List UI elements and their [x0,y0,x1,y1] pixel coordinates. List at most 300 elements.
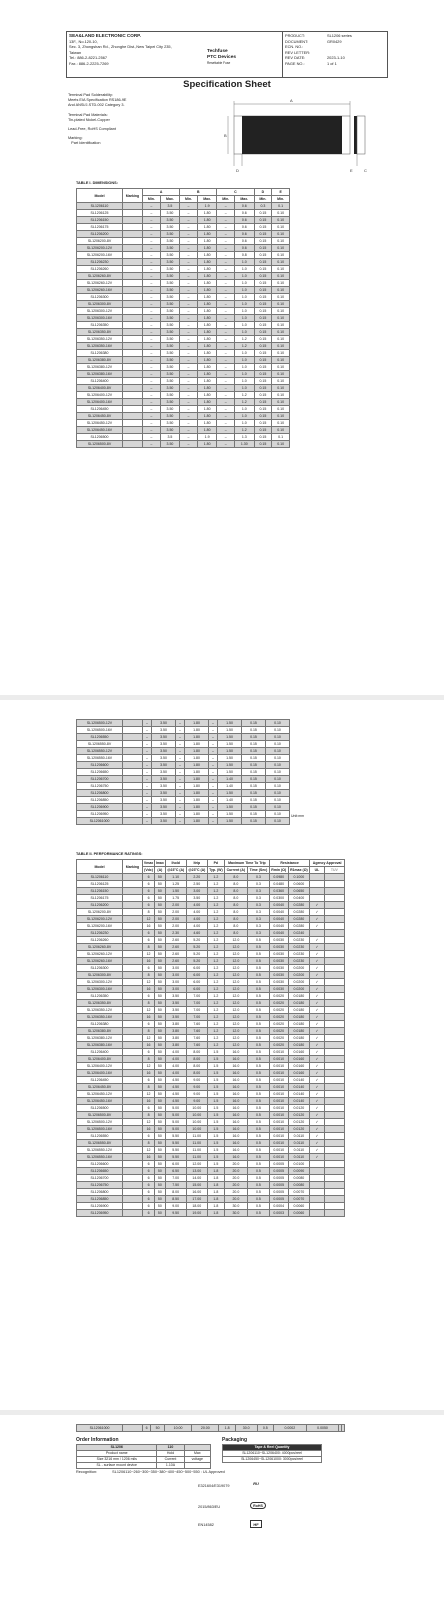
dimensions-caption: TABLE I. DIMENSIONS: [76,181,118,185]
table-row [77,231,290,238]
table-row [77,1063,345,1070]
info-value: SL1206 series [327,33,352,38]
table-cell: 0.0200 [288,979,310,986]
table-cell: 3.50 [160,357,179,364]
table-cell: 50 [155,1000,166,1007]
table-cell: – [217,392,235,399]
model-cell: SL1206200-12V [77,245,123,252]
table-cell: 0.0040 [269,916,288,923]
table-cell: 0.10 [272,392,290,399]
table-cell: – [209,776,218,783]
table-cell: 0.0180 [288,1007,310,1014]
table-cell: – [180,427,198,434]
table-cell: 0.10 [272,357,290,364]
table-cell: 6 [143,1203,155,1210]
table-cell: 12.0 [224,965,247,972]
table-cell: 0.15 [254,287,272,294]
table-cell: 9.00 [186,1098,207,1105]
table-cell: 1.2 [207,986,224,993]
table-cell [123,217,143,224]
table-cell [324,1112,344,1119]
table-cell: 0.5 [247,1049,269,1056]
table-cell [324,1210,344,1217]
table-cell: 0.10 [272,287,290,294]
table-cell: 7.00 [186,1007,207,1014]
table-cell [123,231,143,238]
table-cell: 5.20 [186,958,207,965]
order-cell [184,1463,210,1469]
table-cell: 12.0 [224,972,247,979]
table-cell: 6.00 [186,986,207,993]
table-cell: 11.00 [186,1147,207,1154]
table-cell: 0.15 [254,413,272,420]
table-cell: 50 [155,874,166,881]
note-line: Terminal Pad Solderability: [68,93,113,97]
table-cell: 6.00 [186,979,207,986]
table-cell: 1.0 [235,322,254,329]
table-cell: 0.10 [272,336,290,343]
table-cell: 1.50 [218,755,242,762]
table-cell [123,804,143,811]
model-cell: SL1206260-8V [77,273,123,280]
table-cell: 0.10 [272,252,290,259]
table-cell [123,413,143,420]
table-cell: 50 [155,1175,166,1182]
table-cell: 0.0400 [288,895,310,902]
table-cell: 0.5 [247,1210,269,1217]
table-cell: 12 [143,1035,155,1042]
table-cell [123,1098,143,1105]
unit-pd: Typ. (W) [209,868,223,872]
table-cell: – [180,385,198,392]
table-cell: 9.00 [165,1203,186,1210]
table-cell: – [217,350,235,357]
table-row [77,1196,345,1203]
table-cell: 0.15 [242,811,266,818]
table-cell: 7.00 [165,1175,186,1182]
table-cell: 0.5 [247,979,269,986]
table-cell: 12.0 [224,1035,247,1042]
table-cell [324,1056,344,1063]
table-cell: 16.0 [224,1119,247,1126]
info-value: 1 of 1 [327,60,337,66]
table-cell: – [217,364,235,371]
table-cell: 3.50 [152,776,176,783]
table-cell: 6 [143,902,155,909]
table-cell: 0.3 [254,203,272,210]
table-cell: – [209,741,218,748]
table-cell: 1.80 [197,336,216,343]
table-cell: – [180,399,198,406]
table-row [77,1182,345,1189]
model-cell: SL1206450-8V [77,413,123,420]
table-cell [324,1063,344,1070]
col-min: Min. [254,196,272,203]
table-cell: 6.50 [165,1168,186,1175]
table-cell: 50 [155,1042,166,1049]
table-cell: 0.0010 [269,1126,288,1133]
table-cell: 8.00 [186,1070,207,1077]
table-cell: 16.0 [224,1084,247,1091]
table-cell: 0.15 [242,797,266,804]
table-cell: – [217,238,235,245]
table-cell: 10.00 [186,1112,207,1119]
table-cell [324,1070,344,1077]
model-cell: SL1206550-8V [77,1140,123,1147]
model-cell: SL1206380-16V [77,1042,123,1049]
table-row [77,1175,345,1182]
table-cell: 1.5 [207,1105,224,1112]
table-cell [123,916,143,923]
table-cell: 0.10 [265,755,289,762]
table-cell: 50 [155,902,166,909]
table-row [77,336,290,343]
table-cell: 50 [155,1168,166,1175]
table-cell: 1.2 [207,979,224,986]
table-cell: 4.00 [165,1049,186,1056]
table-cell: – [209,818,218,825]
model-cell: SL1206550-16V [77,755,123,762]
table-cell: ✓ [310,1140,324,1147]
table-cell: – [143,818,152,825]
table-cell [324,1105,344,1112]
halogen-free-standard: EN14582 [198,1523,214,1527]
order-title: Order Information [76,1437,119,1443]
table-cell: ✓ [310,1084,324,1091]
table-cell: 16.0 [224,1091,247,1098]
model-cell: SL1206150 [77,217,123,224]
table-cell: 0.0060 [288,1210,310,1217]
table-cell: 0.0005 [269,1175,288,1182]
table-cell: 2.50 [186,881,207,888]
table-cell: 0.0200 [288,972,310,979]
table-cell: – [176,818,185,825]
table-cell [123,392,143,399]
table-row [77,441,290,448]
table-cell: 6 [143,888,155,895]
table-row [77,972,345,979]
table-cell: 0.0005 [269,1189,288,1196]
table-cell [324,1098,344,1105]
table-cell: 0.5 [247,1021,269,1028]
table-cell: 1.2 [207,1021,224,1028]
table-cell: 13.00 [186,1168,207,1175]
table-cell: 12.0 [224,944,247,951]
recognition-line [76,1470,225,1474]
table-cell: – [176,748,185,755]
table-cell: 0.10 [265,811,289,818]
table-cell: 50 [155,1126,166,1133]
table-cell: 0.0230 [288,958,310,965]
table-cell: 0.15 [254,441,272,448]
table-cell: 50 [155,965,166,972]
table-cell: 5.50 [165,1140,186,1147]
table-cell: – [180,294,198,301]
table-cell: 0.3 [247,874,269,881]
table-cell [324,930,344,937]
notes-block [68,93,218,151]
table-cell: 3.50 [160,427,179,434]
table-cell: 0.15 [254,357,272,364]
table-cell: 1.0 [235,357,254,364]
table-row [77,385,290,392]
table-cell: 0.5 [247,1182,269,1189]
table-cell: 1.80 [197,224,216,231]
unit-note: Unit:mm [291,814,305,818]
model-cell: SL1206260-16V [77,958,123,965]
table-cell: 16.0 [224,1056,247,1063]
table-cell: 0.15 [254,434,272,441]
table-cell: – [143,776,152,783]
packaging-table [222,1444,322,1463]
table-cell [123,1175,143,1182]
table-cell: – [180,322,198,329]
table-row [77,350,290,357]
table-cell: ✓ [310,1014,324,1021]
table-cell: 12 [143,1119,155,1126]
table-cell [123,238,143,245]
table-cell [123,965,143,972]
table-cell [310,1196,324,1203]
table-cell: 0.15 [254,350,272,357]
table-cell: 1.8 [219,1425,235,1432]
table-cell [123,1007,143,1014]
table-cell: 0.3 [247,888,269,895]
model-cell: SL1206150 [77,888,123,895]
table-cell: 10.00 [186,1126,207,1133]
table-cell: – [217,378,235,385]
table-cell: 1.2 [207,881,224,888]
table-cell: 0.10 [265,748,289,755]
table-cell: 1.80 [185,755,209,762]
model-cell: SL1206260-12V [77,280,123,287]
table-cell: 10.00 [186,1119,207,1126]
table-cell: 0.3 [247,930,269,937]
table-cell: 16.00 [186,1189,207,1196]
performance-table-continued [76,1424,345,1432]
table-cell: – [143,420,161,427]
dimension-diagram [222,96,372,180]
performance-table [76,859,345,1217]
table-cell: 0.0120 [288,1112,310,1119]
info-key: PAGE NO.: [285,60,305,66]
table-cell: 20.0 [224,1175,247,1182]
table-cell: 50 [155,1140,166,1147]
table-cell [123,371,143,378]
model-cell: SL1206380-8V [77,1028,123,1035]
table-cell: – [180,287,198,294]
table-cell: 6 [143,1168,155,1175]
table-cell: 12.0 [224,979,247,986]
table-cell: 0.15 [242,762,266,769]
table-cell: – [180,378,198,385]
table-cell: 3.50 [152,748,176,755]
table-cell: 1.8 [207,1182,224,1189]
table-cell: 0.0200 [288,986,310,993]
packaging-row: SL1206110~SL1206400: 4000pcs/reel [223,1451,322,1457]
table-cell: 4.50 [165,1091,186,1098]
table-row [77,280,290,287]
table-cell: – [217,224,235,231]
table-cell: 9.50 [165,1210,186,1217]
table-cell: 0.15 [254,343,272,350]
col-min: Min. [180,196,198,203]
table-cell: 0.0180 [288,1042,310,1049]
table-row [77,811,290,818]
table-cell: 0.10 [272,266,290,273]
table-cell [324,1119,344,1126]
model-cell: SL1206400-16V [77,1070,123,1077]
table-cell: – [217,266,235,273]
table-cell: 4.00 [186,902,207,909]
product-subtitle: Resettable Fuse [207,61,231,65]
table-cell: 1.80 [197,364,216,371]
model-cell: SL1206200-8V [77,909,123,916]
table-cell: 0.0080 [288,1182,310,1189]
table-cell: 0.1 [272,203,290,210]
table-row [77,888,345,895]
table-cell: 12 [143,951,155,958]
table-row [77,371,290,378]
table-cell [324,1203,344,1210]
table-cell [123,1084,143,1091]
order-cell: 1.10A [157,1463,184,1469]
table-row [77,343,290,350]
table-cell [324,923,344,930]
table-cell: 0.0160 [288,1070,310,1077]
table-cell: 0.15 [254,224,272,231]
table-cell: 50 [155,944,166,951]
table-cell: 0.15 [254,308,272,315]
table-cell: 20.0 [224,1182,247,1189]
table-cell: – [217,413,235,420]
table-cell: 50 [155,1049,166,1056]
table-cell: – [180,238,198,245]
table-cell: – [180,371,198,378]
tel-line: Tel.: 886-2-8221-2567 [69,55,108,61]
table-cell [123,441,143,448]
table-row [77,1056,345,1063]
table-cell [123,734,143,741]
table-cell [123,357,143,364]
table-cell: 1.2 [207,930,224,937]
table-cell: 0.0010 [269,1140,288,1147]
table-cell: 0.0110 [288,1140,310,1147]
table-cell: 16 [143,1070,155,1077]
table-cell: 1.50 [218,762,242,769]
table-cell: 0.0010 [269,1098,288,1105]
table-row [77,273,290,280]
table-cell: 0.0360 [269,888,288,895]
table-cell: 1.5 [207,1140,224,1147]
table-cell: 1.0 [235,301,254,308]
table-cell: 0.5 [247,1126,269,1133]
order-series: SL1206 [77,1445,157,1451]
table-cell: 0.10 [272,308,290,315]
info-key: ECN. NO.: [285,44,304,50]
table-cell [324,1014,344,1021]
table-cell: 0.15 [242,755,266,762]
table-cell: 0.10 [265,762,289,769]
table-cell: – [143,315,161,322]
table-cell: 1.0 [235,308,254,315]
table-cell [123,252,143,259]
table-cell: 0.5 [247,972,269,979]
table-cell: ✓ [310,1105,324,1112]
table-cell: 8 [143,972,155,979]
table-cell: 16.0 [224,1070,247,1077]
info-key: REV LETTER: [285,49,311,55]
table-cell: 1.0 [235,420,254,427]
table-cell: 1.2 [207,1014,224,1021]
table-cell: 0.15 [254,252,272,259]
table-cell: 1.5 [207,1084,224,1091]
table-cell: 50 [155,881,166,888]
table-cell: 3.50 [160,273,179,280]
table-cell: 0.0020 [269,1021,288,1028]
table-row [77,769,290,776]
table-cell: 6 [143,965,155,972]
table-cell: 50 [155,930,166,937]
table-row [77,322,290,329]
table-cell: – [180,273,198,280]
rohs-icon: RoHS [250,1502,266,1509]
table-cell [123,1056,143,1063]
table-cell: 5.00 [165,1105,186,1112]
table-cell: 50 [155,1203,166,1210]
table-cell: 1.80 [185,776,209,783]
table-cell: – [217,273,235,280]
table-cell: 1.80 [197,427,216,434]
table-row [77,1161,345,1168]
model-cell: SL1206260 [77,937,123,944]
model-cell: SL1206200-16V [77,252,123,259]
table-cell: 0.15 [254,231,272,238]
model-cell: SL1206350 [77,993,123,1000]
table-row [77,1049,345,1056]
table-cell: – [143,266,161,273]
company-block [67,32,283,77]
model-cell: SL1206175 [77,895,123,902]
table-cell [310,1189,324,1196]
table-cell: 3.50 [160,378,179,385]
table-cell: ✓ [310,972,324,979]
table-cell: 50 [155,1063,166,1070]
table-cell: 3.50 [152,783,176,790]
table-cell: 0.10 [272,413,290,420]
table-row [77,420,290,427]
col-time-to-trip: Maximum Time To Trip [224,860,269,867]
table-cell: ✓ [310,1112,324,1119]
model-cell: SL1206260-12V [77,951,123,958]
packaging-title: Packaging [222,1437,248,1443]
table-cell: 50 [151,1425,165,1432]
table-cell: – [217,385,235,392]
table-cell: 1.8 [207,1189,224,1196]
table-cell: – [217,406,235,413]
col-tuv: TUV [324,867,344,874]
table-cell: – [143,238,161,245]
table-cell [123,895,143,902]
table-row [77,315,290,322]
table-cell [123,1042,143,1049]
table-cell: 0.5 [247,1070,269,1077]
table-cell: 1.80 [197,217,216,224]
table-row [77,1014,345,1021]
table-cell: – [217,308,235,315]
table-cell: ✓ [310,1007,324,1014]
table-cell: – [217,301,235,308]
